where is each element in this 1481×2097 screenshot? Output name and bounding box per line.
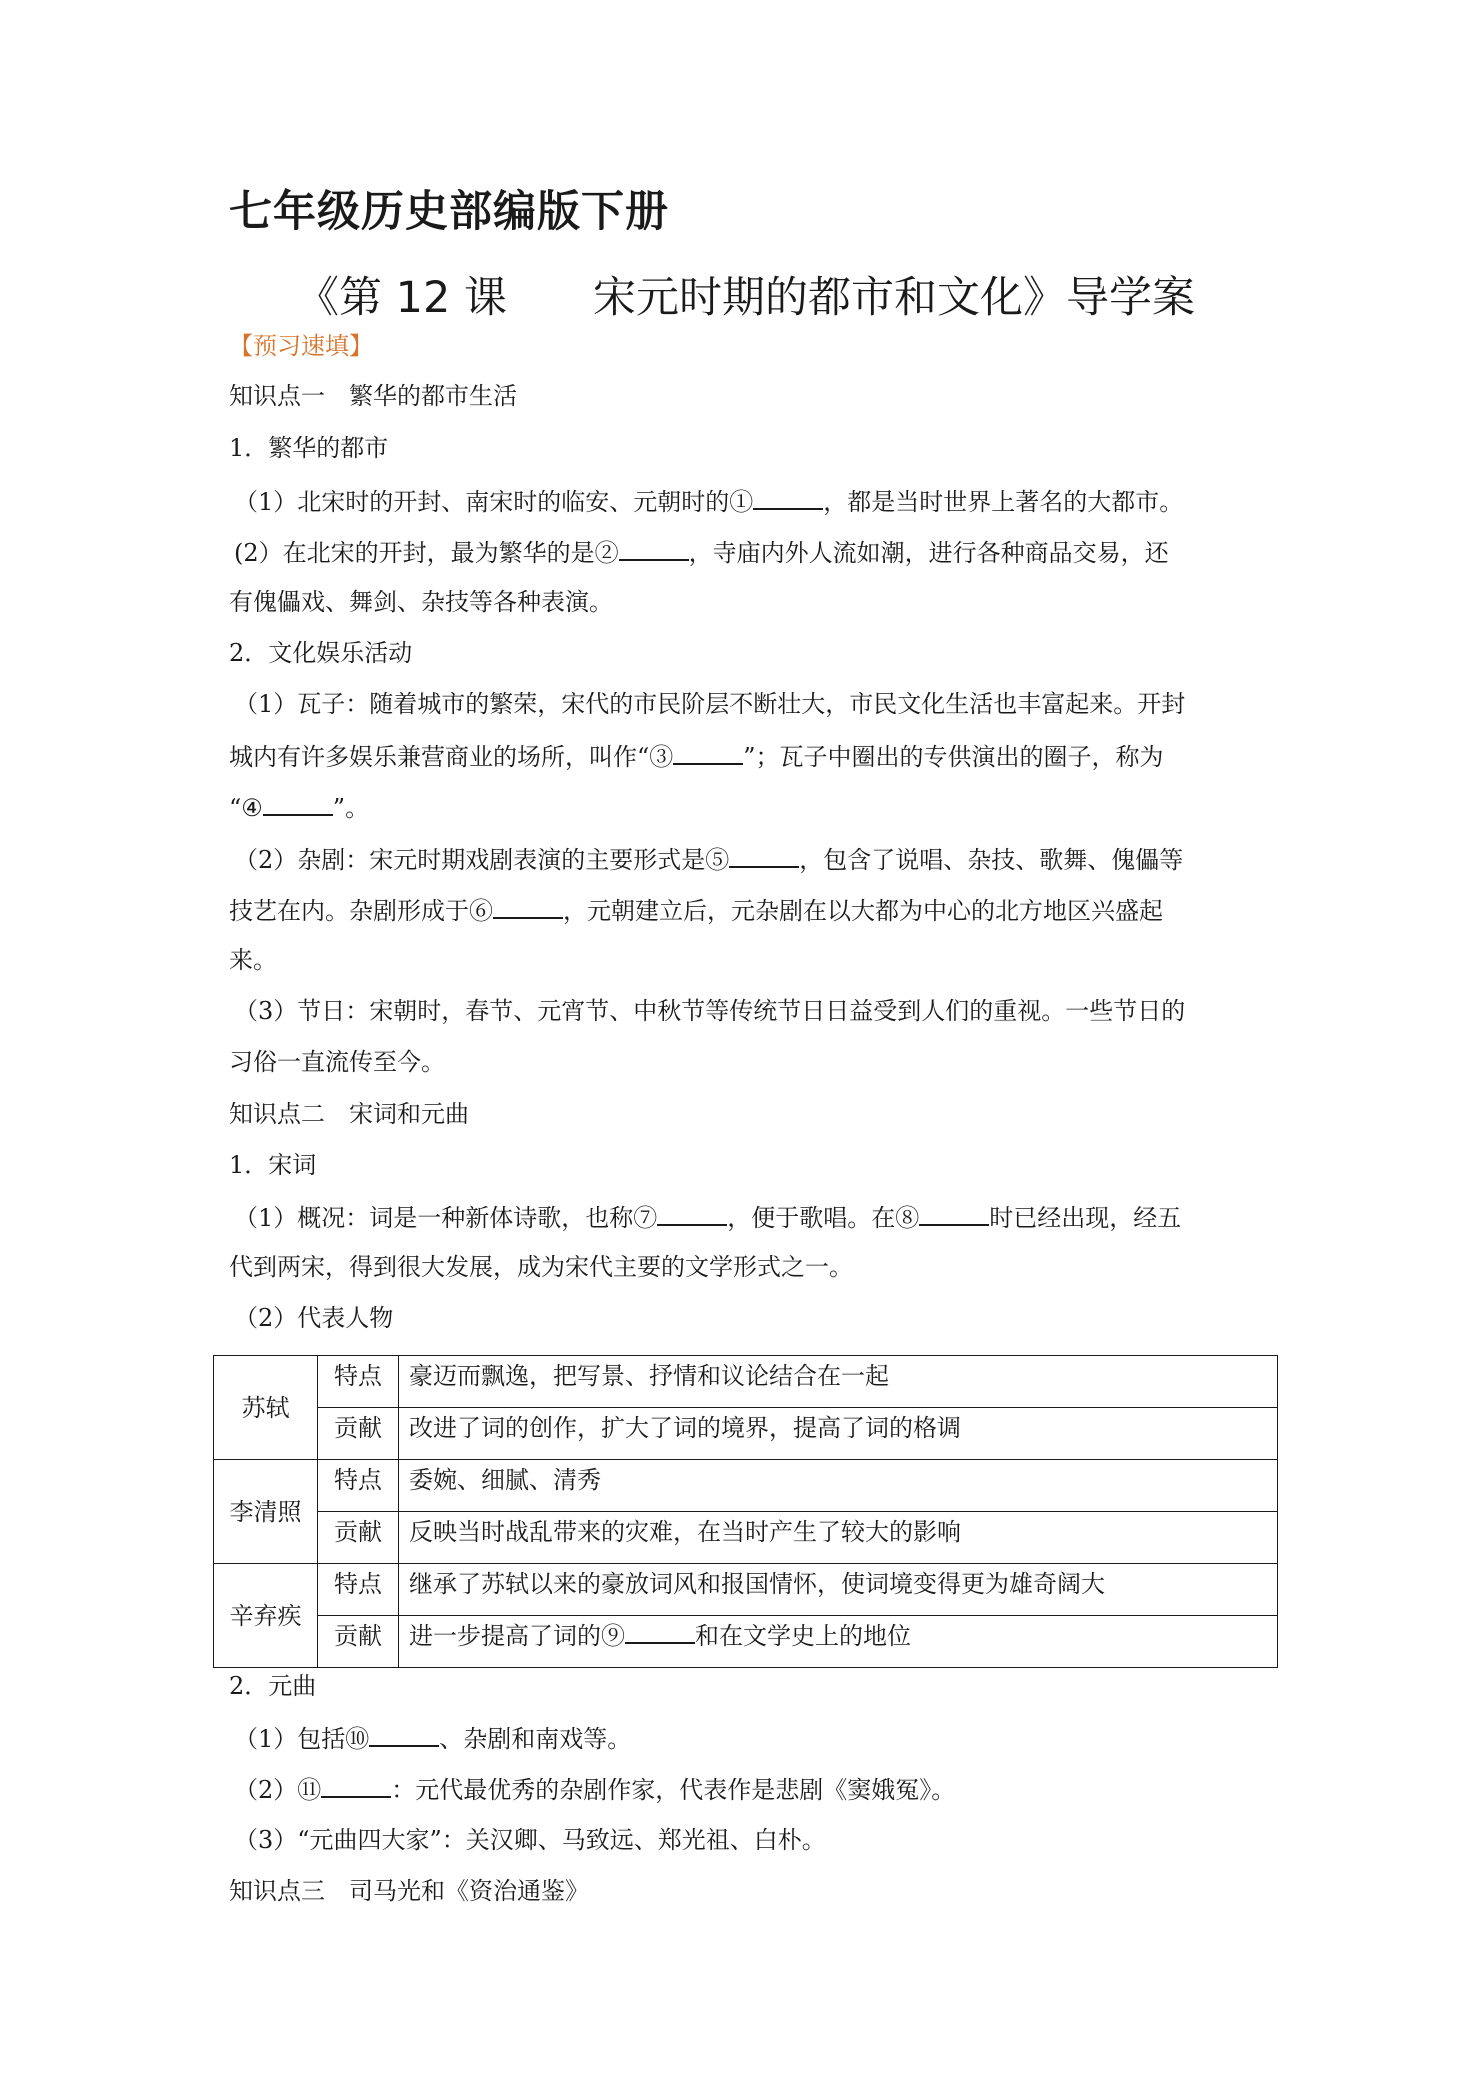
kp1-s2-heading: 2．文化娱乐活动: [229, 639, 413, 667]
attr-value-cell: 继承了苏轼以来的豪放词风和报国情怀，使词境变得更为雄奇阔大: [399, 1564, 1278, 1616]
table-row: [214, 1356, 1278, 1408]
attr-value-cell: 进一步提高了词的⑨ 和在文学史上的地位: [399, 1616, 1278, 1668]
attr-label-cell: 特点: [318, 1356, 399, 1408]
fill-blank-11[interactable]: [321, 1770, 391, 1798]
fill-blank-8[interactable]: [919, 1198, 989, 1226]
fill-blank-5[interactable]: [729, 840, 799, 868]
kp1-s1-heading: 1．繁华的都市: [229, 434, 389, 462]
attr-label-cell: 贡献: [318, 1512, 399, 1564]
table-row: [214, 1460, 1278, 1512]
kp3-heading: 知识点三 司马光和《资治通鉴》: [229, 1877, 589, 1905]
attr-label-cell: 特点: [318, 1460, 399, 1512]
kp2-s1-p1-cont: 代到两宋，得到很大发展，成为宋代主要的文学形式之一。: [229, 1253, 853, 1281]
kp2-s1-p1: （1）概况：词是一种新体诗歌，也称⑦ ，便于歌唱。在⑧ 时已经出现，经五: [234, 1198, 1181, 1236]
kp2-s2-heading: 2．元曲: [229, 1672, 317, 1700]
kp1-s2-p1: （1）瓦子：随着城市的繁荣，宋代的市民阶层不断壮大，市民文化生活也丰富起来。开封: [234, 690, 1186, 718]
fill-blank-9[interactable]: [625, 1616, 695, 1644]
kp2-s1-heading: 1．宋词: [229, 1151, 317, 1179]
representative-poets-table: [213, 1355, 1278, 1668]
kp2-heading: 知识点二 宋词和元曲: [229, 1100, 469, 1128]
section-tag-preview: 【预习速填】: [229, 332, 373, 360]
kp1-s2-p1-cont2: “④ ”。: [229, 788, 369, 826]
kp1-s1-p2-cont: 有傀儡戏、舞剑、杂技等各种表演。: [229, 588, 613, 616]
person-cell: 苏轼: [214, 1356, 318, 1460]
fill-blank-10[interactable]: [369, 1719, 439, 1747]
kp1-s2-p3: （3）节日：宋朝时，春节、元宵节、中秋节等传统节日日益受到人们的重视。一些节日的: [234, 997, 1186, 1025]
kp2-s2-p1: （1）包括⑩ 、杂剧和南戏等。: [234, 1719, 631, 1757]
table-row: [214, 1616, 1278, 1668]
attr-label-cell: 贡献: [318, 1408, 399, 1460]
kp1-s2-p1-cont: 城内有许多娱乐兼营商业的场所，叫作“③ ”；瓦子中圈出的专供演出的圈子，称为: [229, 737, 1164, 775]
table-row: [214, 1408, 1278, 1460]
fill-blank-4[interactable]: [263, 788, 333, 816]
kp1-s2-p3-cont: 习俗一直流传至今。: [229, 1048, 445, 1076]
kp2-s2-p3: （3）“元曲四大家”：关汉卿、马致远、郑光祖、白朴。: [234, 1826, 826, 1854]
fill-blank-3[interactable]: [673, 737, 743, 765]
kp1-heading: 知识点一 繁华的都市生活: [229, 382, 517, 410]
kp2-s1-p2: （2）代表人物: [234, 1304, 394, 1332]
attr-value-cell: 豪迈而飘逸，把写景、抒情和议论结合在一起: [399, 1356, 1278, 1408]
table-row: [214, 1564, 1278, 1616]
attr-label-cell: 特点: [318, 1564, 399, 1616]
kp2-s2-p2: （2）⑪ ：元代最优秀的杂剧作家，代表作是悲剧《窦娥冤》。: [234, 1770, 955, 1808]
fill-blank-2[interactable]: [619, 533, 689, 561]
fill-blank-6[interactable]: [493, 891, 563, 919]
kp1-s1-p1: （1）北宋时的开封、南宋时的临安、元朝时的① ，都是当时世界上著名的大都市。: [234, 482, 1183, 520]
table-row: [214, 1512, 1278, 1564]
attr-value-cell: 委婉、细腻、清秀: [399, 1460, 1278, 1512]
person-cell: 李清照: [214, 1460, 318, 1564]
fill-blank-7[interactable]: [657, 1198, 727, 1226]
fill-blank-1[interactable]: [753, 482, 823, 510]
attr-value-cell: 改进了词的创作，扩大了词的境界，提高了词的格调: [399, 1408, 1278, 1460]
kp1-s2-p2: （2）杂剧：宋元时期戏剧表演的主要形式是⑤ ，包含了说唱、杂技、歌舞、傀儡等: [234, 840, 1183, 878]
kp1-s2-p2-cont: 技艺在内。杂剧形成于⑥ ，元朝建立后，元杂剧在以大都为中心的北方地区兴盛起: [229, 891, 1163, 929]
document-title: 七年级历史部编版下册: [229, 187, 669, 237]
document-subtitle: 《第 12 课 宋元时期的都市和文化》导学案: [296, 273, 1196, 323]
person-cell: 辛弃疾: [214, 1564, 318, 1668]
kp1-s2-p2-cont2: 来。: [229, 946, 277, 974]
attr-value-cell: 反映当时战乱带来的灾难，在当时产生了较大的影响: [399, 1512, 1278, 1564]
attr-label-cell: 贡献: [318, 1616, 399, 1668]
kp1-s1-p2: (2）在北宋的开封，最为繁华的是② ，寺庙内外人流如潮，进行各种商品交易，还: [234, 533, 1169, 571]
